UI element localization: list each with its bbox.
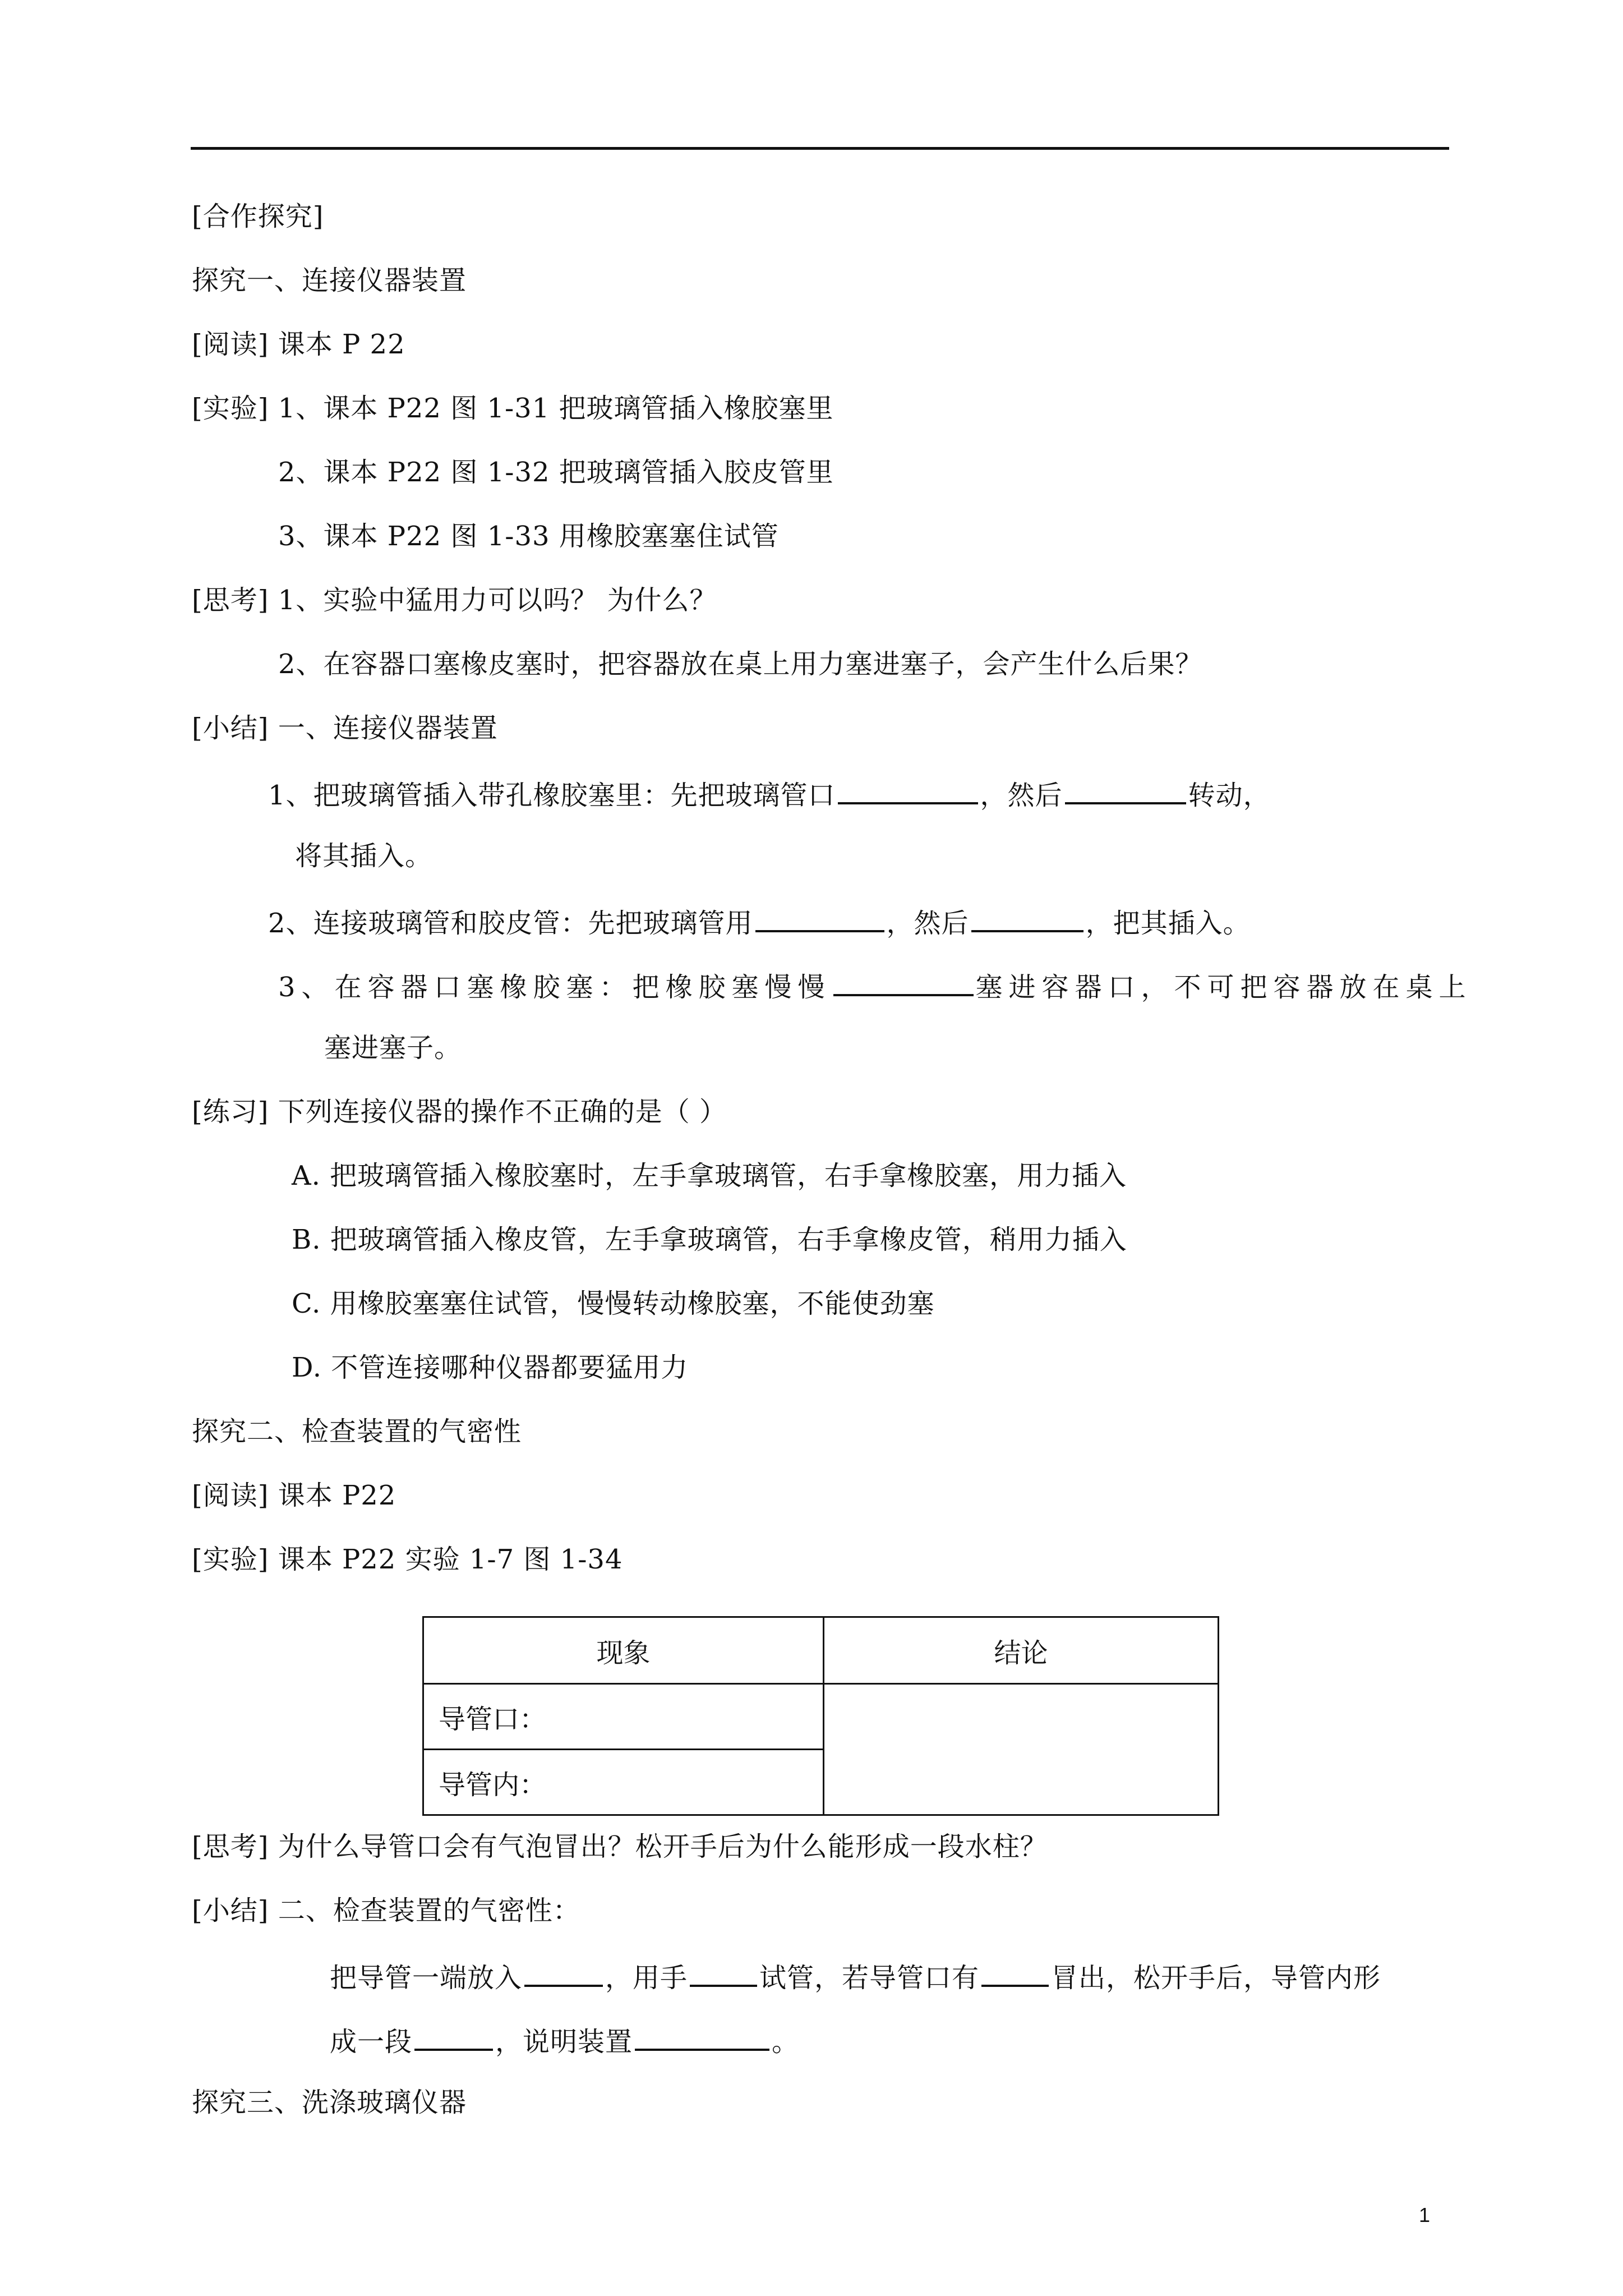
table-row-tube-mouth: 导管口： [423, 1684, 824, 1750]
experiment-two: [实验] 课本 P22 实验 1-7 图 1-34 [192, 1544, 623, 1575]
answer-blank[interactable] [1065, 775, 1186, 804]
think-two: [思考] 为什么导管口会有气泡冒出？松开手后为什么能形成一段水柱？ [192, 1831, 1048, 1862]
page-number: 1 [1419, 2203, 1431, 2226]
answer-blank[interactable] [838, 775, 978, 804]
experiment-one-step-2: 2、课本 P22 图 1-32 把玻璃管插入胶皮管里 [278, 457, 834, 488]
summary-text: 1、把玻璃管插入带孔橡胶塞里：先把玻璃管口 [268, 780, 836, 811]
think-one-q1: [思考] 1、实验中猛用力可以吗？ 为什么？ [192, 585, 717, 616]
summary-text: ，把其插入。 [1085, 908, 1251, 939]
summary-one-item-1 [268, 775, 1271, 812]
summary-text: 成一段 [330, 2026, 413, 2058]
summary-text: 3、在容器口塞橡胶塞：把橡胶塞慢慢 [278, 972, 831, 1003]
answer-blank[interactable] [755, 903, 884, 932]
summary-one-item-2 [268, 903, 1251, 940]
think-one-q2: 2、在容器口塞橡皮塞时，把容器放在桌上用力塞进塞子，会产生什么后果？ [278, 648, 1203, 680]
table-header-phenomenon: 现象 [423, 1617, 824, 1684]
explore-one-title: 探究一、连接仪器装置 [192, 265, 467, 296]
practice-question: [练习] 下列连接仪器的操作不正确的是（ ） [192, 1096, 727, 1128]
summary-one-item-3-cont: 塞进塞子。 [324, 1032, 462, 1064]
table-conclusion-cell[interactable] [824, 1684, 1219, 1815]
summary-text: ，用手 [605, 1962, 688, 1994]
summary-two-title: [小结] 二、检查装置的气密性： [192, 1895, 580, 1926]
summary-two-line-1 [330, 1958, 1381, 1995]
summary-text: 2、连接玻璃管和胶皮管：先把玻璃管用 [268, 908, 753, 939]
option-b[interactable]: B. 把玻璃管插入橡皮管，左手拿玻璃管，右手拿橡皮管，稍用力插入 [292, 1224, 1127, 1255]
option-c[interactable]: C. 用橡胶塞塞住试管，慢慢转动橡胶塞，不能使劲塞 [292, 1288, 935, 1319]
explore-two-title: 探究二、检查装置的气密性 [192, 1416, 522, 1447]
answer-blank[interactable] [690, 1958, 757, 1987]
summary-two-line-2 [330, 2022, 799, 2059]
answer-blank[interactable] [833, 967, 974, 996]
summary-text: 。 [772, 2026, 800, 2058]
experiment-one-step-3: 3、课本 P22 图 1-33 用橡胶塞塞住试管 [278, 521, 779, 552]
summary-text: 转动， [1188, 780, 1271, 811]
summary-text: 塞进容器口，不可把容器放在桌上 [975, 972, 1472, 1003]
answer-blank[interactable] [981, 1958, 1049, 1987]
answer-blank[interactable] [635, 2022, 769, 2051]
experiment-one-step-1: [实验] 1、课本 P22 图 1-31 把玻璃管插入橡胶塞里 [192, 393, 834, 424]
summary-text: ，说明装置 [495, 2026, 633, 2058]
answer-blank[interactable] [414, 2022, 493, 2051]
table-header-conclusion: 结论 [824, 1617, 1219, 1684]
summary-text: 冒出，松开手后，导管内形 [1051, 1962, 1381, 1994]
table-row-tube-inside: 导管内： [423, 1750, 824, 1815]
summary-text: 试管，若导管口有 [759, 1962, 980, 1994]
summary-one-item-1-cont: 将其插入。 [295, 840, 433, 872]
reading-two: [阅读] 课本 P22 [192, 1480, 396, 1511]
summary-text: 把导管一端放入 [330, 1962, 523, 1994]
explore-three-title: 探究三、洗涤玻璃仪器 [192, 2087, 467, 2118]
option-d[interactable]: D. 不管连接哪种仪器都要猛用力 [292, 1352, 689, 1383]
header-rule [191, 147, 1449, 150]
results-table [422, 1616, 1219, 1816]
answer-blank[interactable] [971, 903, 1083, 932]
answer-blank[interactable] [524, 1958, 603, 1987]
reading-one: [阅读] 课本 P 22 [192, 329, 405, 360]
summary-text: ，然后 [980, 780, 1063, 811]
section-heading: [合作探究] [192, 201, 324, 232]
summary-one-title: [小结] 一、连接仪器装置 [192, 712, 498, 744]
summary-text: ，然后 [886, 908, 969, 939]
option-a[interactable]: A. 把玻璃管插入橡胶塞时，左手拿玻璃管，右手拿橡胶塞，用力插入 [292, 1160, 1127, 1191]
summary-one-item-3 [278, 967, 1472, 1004]
